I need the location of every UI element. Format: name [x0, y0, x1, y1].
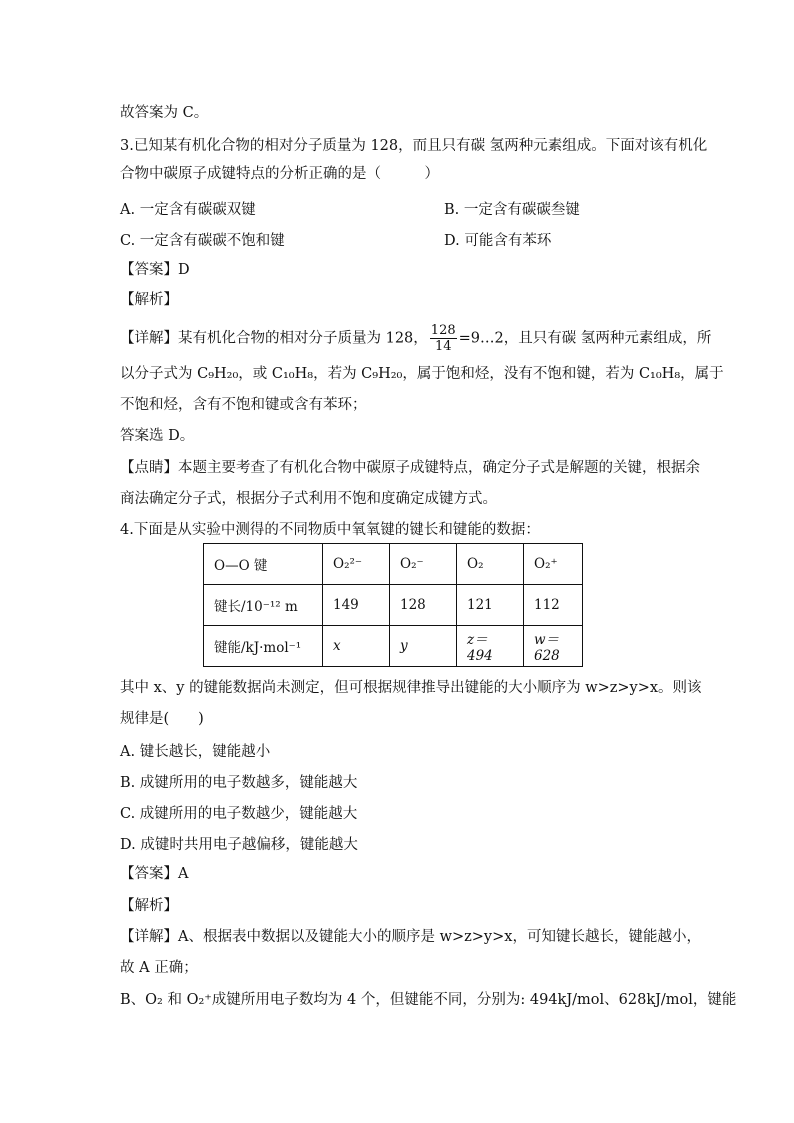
fraction [430, 323, 457, 354]
table-cell: 键长/10⁻¹² m [204, 585, 323, 626]
key-point-line-2: 商法确定分子式，根据分子式利用不饱和度确定成键方式。 [120, 491, 497, 507]
option-c: C. 成键所用的电子数越少，键能越大 [120, 806, 358, 822]
analysis-label: 【解析】 [120, 292, 178, 308]
option-a: A. 一定含有碳碳双键 [120, 202, 256, 218]
fraction-numerator: 128 [430, 323, 456, 338]
table-cell: O₂⁻ [390, 544, 457, 585]
question-4-text-cont: 规律是( ) [120, 711, 204, 727]
option-d: D. 可能含有苯环 [444, 233, 552, 249]
table-cell: 149 [323, 585, 390, 626]
table-cell: 128 [390, 585, 457, 626]
option-d: D. 成键时共用电子越偏移，键能越大 [120, 837, 358, 853]
bond-data-table [203, 543, 583, 667]
table-row [204, 544, 583, 585]
option-b: B. 成键所用的电子数越多，键能越大 [120, 775, 358, 791]
table-cell: O₂⁺ [524, 544, 583, 585]
key-point-line-1: 【点睛】本题主要考查了有机化合物中碳原子成键特点，确定分子式是解题的关键，根据余 [120, 460, 700, 476]
option-a: A. 键长越长，键能越小 [120, 744, 271, 760]
detail-text-pre: 【详解】某有机化合物的相对分子质量为 128， [120, 330, 428, 347]
question-3-stem-cont: 合物中碳原子成键特点的分析正确的是（ ） [120, 166, 439, 182]
option-b: B. 一定含有碳碳叁键 [444, 202, 580, 218]
detail-line-3: B、O₂ 和 O₂⁺成键所用电子数均为 4 个，但键能不同，分别为: 494kJ/mol、628kJ/mol，键能 [120, 992, 737, 1008]
table-cell: O₂²⁻ [323, 544, 390, 585]
question-4-text: 其中 x、y 的键能数据尚未测定，但可根据规律推导出键能的大小顺序为 w>z>y>x。则该 [120, 680, 702, 696]
text-line: 故答案为 C。 [120, 105, 209, 121]
table-cell: y [390, 626, 457, 667]
table-row [204, 626, 583, 667]
detail-line-4: 答案选 D。 [120, 428, 195, 444]
table-row [204, 585, 583, 626]
option-c: C. 一定含有碳碳不饱和键 [120, 233, 285, 249]
table-cell: x [323, 626, 390, 667]
table-cell: 112 [524, 585, 583, 626]
table-cell: z＝494 [457, 626, 524, 667]
table-cell: 121 [457, 585, 524, 626]
table-cell: 键能/kJ·mol⁻¹ [204, 626, 323, 667]
detail-line-2: 以分子式为 C₉H₂₀，或 C₁₀H₈，若为 C₉H₂₀，属于饱和烃，没有不饱和键，若为 C₁₀H₈，属于 [120, 366, 724, 382]
fraction-denominator: 14 [434, 339, 452, 354]
analysis-label: 【解析】 [120, 898, 178, 914]
table-cell: O₂ [457, 544, 524, 585]
table-cell: O—O 键 [204, 544, 323, 585]
detail-line-3: 不饱和烃，含有不饱和键或含有苯环； [120, 397, 367, 413]
table-cell: w＝628 [524, 626, 583, 667]
question-3-stem: 3.已知某有机化合物的相对分子质量为 128，而且只有碳 氢两种元素组成。下面对该有机化 [120, 138, 708, 154]
detail-text-post: =9…2，且只有碳 氢两种元素组成，所 [458, 330, 712, 347]
detail-line-2: 故 A 正确； [120, 960, 198, 976]
answer-label: 【答案】D [120, 262, 190, 278]
answer-label: 【答案】A [120, 866, 189, 882]
detail-line-1 [120, 323, 712, 354]
question-4-stem: 4.下面是从实验中测得的不同物质中氧氧键的键长和键能的数据： [120, 522, 540, 538]
detail-line-1: 【详解】A、根据表中数据以及键能大小的顺序是 w>z>y>x，可知键长越长，键能越小， [120, 929, 701, 945]
